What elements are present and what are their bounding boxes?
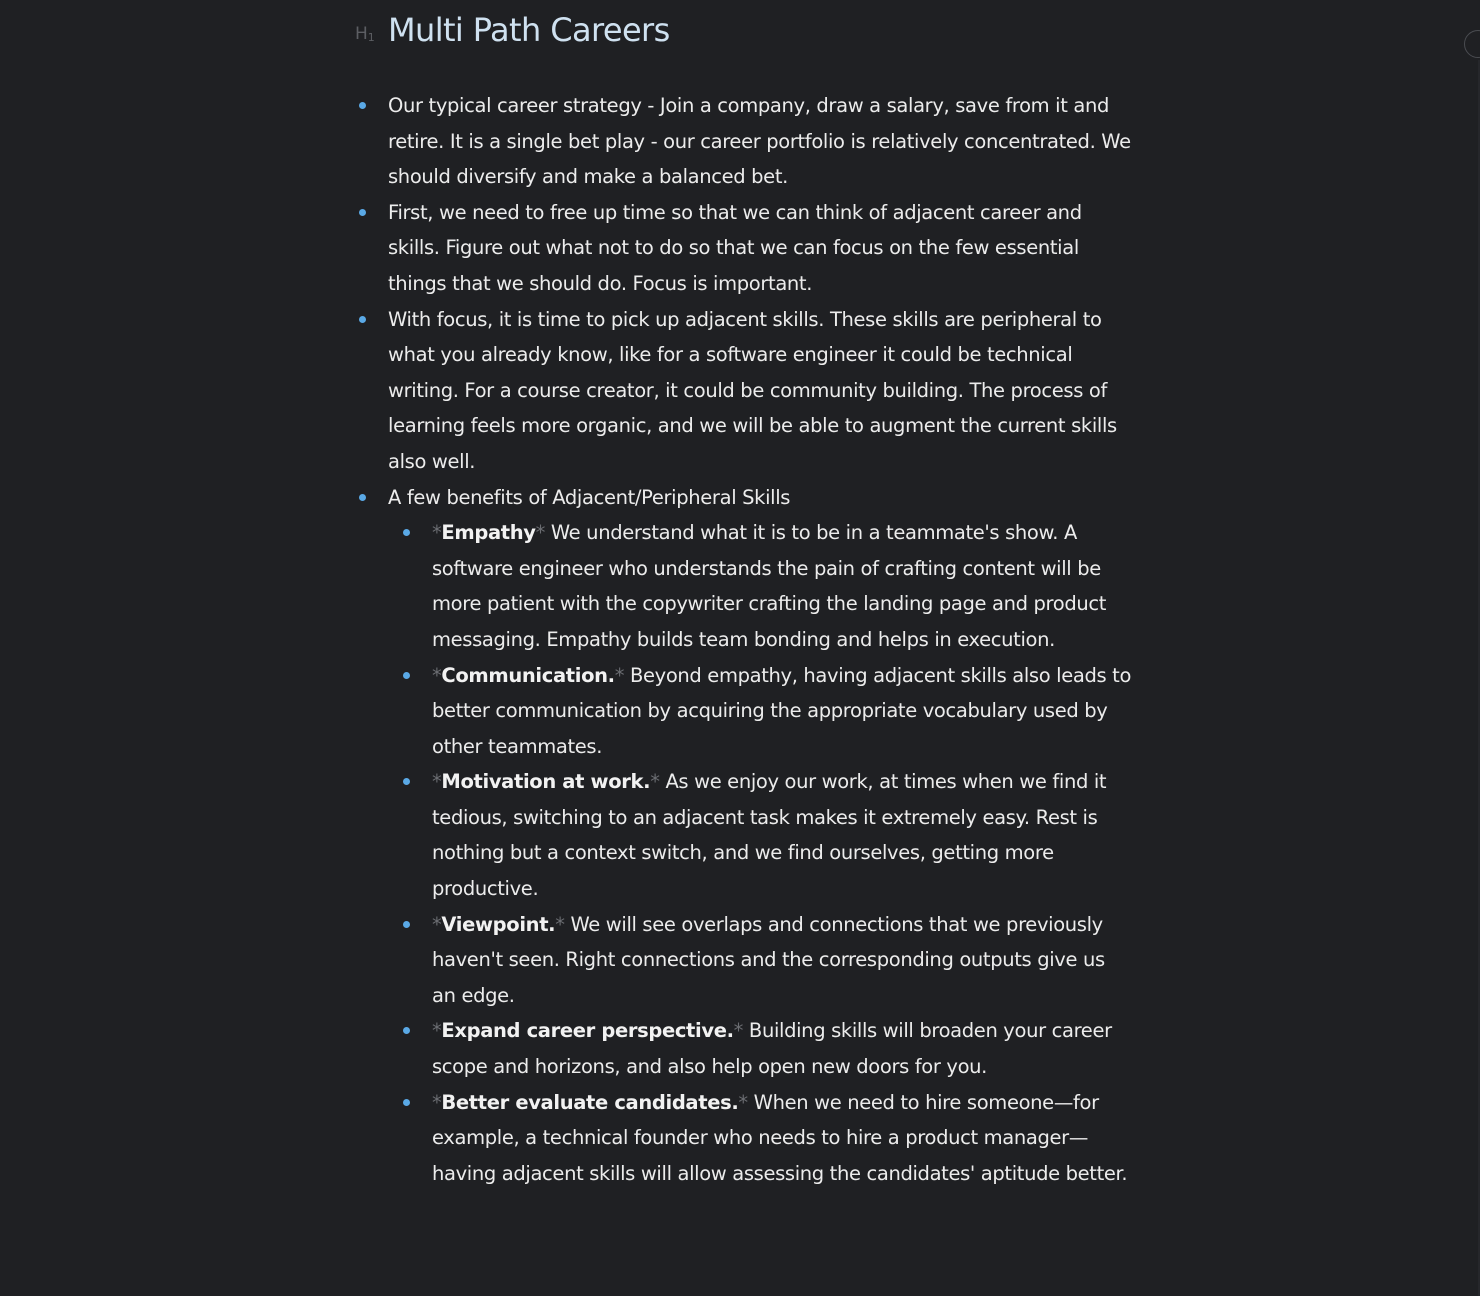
- scroll-indicator-icon[interactable]: [1464, 30, 1480, 58]
- list-item-text: We will see overlaps and connections that we previously haven't seen. Right connections and the corresponding outputs give us an edge.: [432, 912, 1105, 1007]
- bullet-icon: [403, 672, 410, 679]
- bullet-icon: [359, 209, 366, 216]
- nested-list-item-communication[interactable]: [432, 658, 1132, 765]
- emphasis-open-marker: *: [432, 912, 442, 936]
- nested-list-item-viewpoint[interactable]: [432, 907, 1132, 1014]
- list-item-text: As we enjoy our work, at times when we find it tedious, switching to an adjacent task makes it extremely easy. Rest is nothing but a context switch, and we find ourselves, getting more productive.: [432, 770, 1107, 901]
- emphasis-open-marker: *: [432, 1019, 442, 1043]
- bullet-icon: [403, 778, 410, 785]
- bullet-icon: [403, 1027, 410, 1034]
- list-item-text: A few benefits of Adjacent/Peripheral Skills: [388, 485, 791, 509]
- emphasis-open-marker: *: [432, 521, 442, 545]
- emphasis-close-marker: *: [738, 1090, 748, 1114]
- list-item[interactable]: [388, 195, 1133, 302]
- emphasis-open-marker: *: [432, 663, 442, 687]
- emphasis-close-marker: *: [733, 1019, 744, 1043]
- list-item-text: When we need to hire someone—for example, a technical founder who needs to hire a product manager—having adjacent skills will allow assessing the candidates' aptitude better.: [432, 1090, 1128, 1185]
- bold-term: Motivation at work.: [441, 770, 651, 794]
- emphasis-close-marker: *: [555, 912, 565, 936]
- list-item-text: We understand what it is to be in a teammate's show. A software engineer who understands the pain of crafting content will be more patient with the copywriter crafting the landing page and product messaging. Empathy builds team bonding and helps in execution.: [432, 521, 1107, 651]
- emphasis-close-marker: *: [650, 770, 660, 794]
- list-item-text: Our typical career strategy - Join a company, draw a salary, save from it and retire. It is a single bet play - our career portfolio is relatively concentrated. We should diversify and make a balanced bet.: [388, 94, 1131, 189]
- list-item[interactable]: [388, 302, 1133, 480]
- bold-term: Viewpoint.: [441, 912, 556, 936]
- bold-term: Better evaluate candidates.: [441, 1090, 739, 1114]
- bold-term: Expand career perspective.: [441, 1019, 734, 1043]
- emphasis-close-marker: *: [614, 663, 625, 687]
- nested-bullet-list: [388, 515, 1133, 1191]
- emphasis-open-marker: *: [432, 770, 442, 794]
- nested-list-item-empathy[interactable]: [432, 515, 1132, 657]
- bold-term: Empathy: [441, 521, 536, 545]
- heading-level-marker: $H_1$: [355, 24, 375, 44]
- bold-term: Communication.: [441, 663, 615, 687]
- bullet-icon: [359, 494, 366, 501]
- emphasis-close-marker: *: [535, 521, 546, 545]
- list-item-text: Building skills will broaden your career scope and horizons, and also help open new doors for you.: [432, 1019, 1112, 1079]
- list-item-text: First, we need to free up time so that we can think of adjacent career and skills. Figure out what not to do so that we can focus on the few essential things that we should do. Focus is important.: [388, 200, 1082, 295]
- list-item-text: With focus, it is time to pick up adjacent skills. These skills are peripheral to what you already know, like for a software engineer it could be technical writing. For a course creator, it could be community building. The process of learning feels more organic, and we will be able to augment the current skills also well.: [388, 307, 1117, 473]
- bullet-icon: [403, 529, 410, 536]
- bullet-icon: [403, 1099, 410, 1106]
- bullet-icon: [403, 921, 410, 928]
- list-item-text: Beyond empathy, having adjacent skills also leads to better communication by acquiring the appropriate vocabulary used by other teammates.: [432, 663, 1132, 758]
- bullet-icon: [359, 316, 366, 323]
- emphasis-open-marker: *: [432, 1090, 442, 1114]
- list-item-benefits[interactable]: [388, 480, 1133, 1192]
- bullet-icon: [359, 102, 366, 109]
- bullet-list: [0, 88, 1480, 1191]
- page-title[interactable]: Multi Path Careers: [388, 11, 670, 49]
- nested-list-item-evaluate-candidates[interactable]: [432, 1085, 1132, 1192]
- list-item[interactable]: [388, 88, 1133, 195]
- nested-list-item-career-perspective[interactable]: [432, 1013, 1132, 1084]
- nested-list-item-motivation[interactable]: [432, 764, 1132, 906]
